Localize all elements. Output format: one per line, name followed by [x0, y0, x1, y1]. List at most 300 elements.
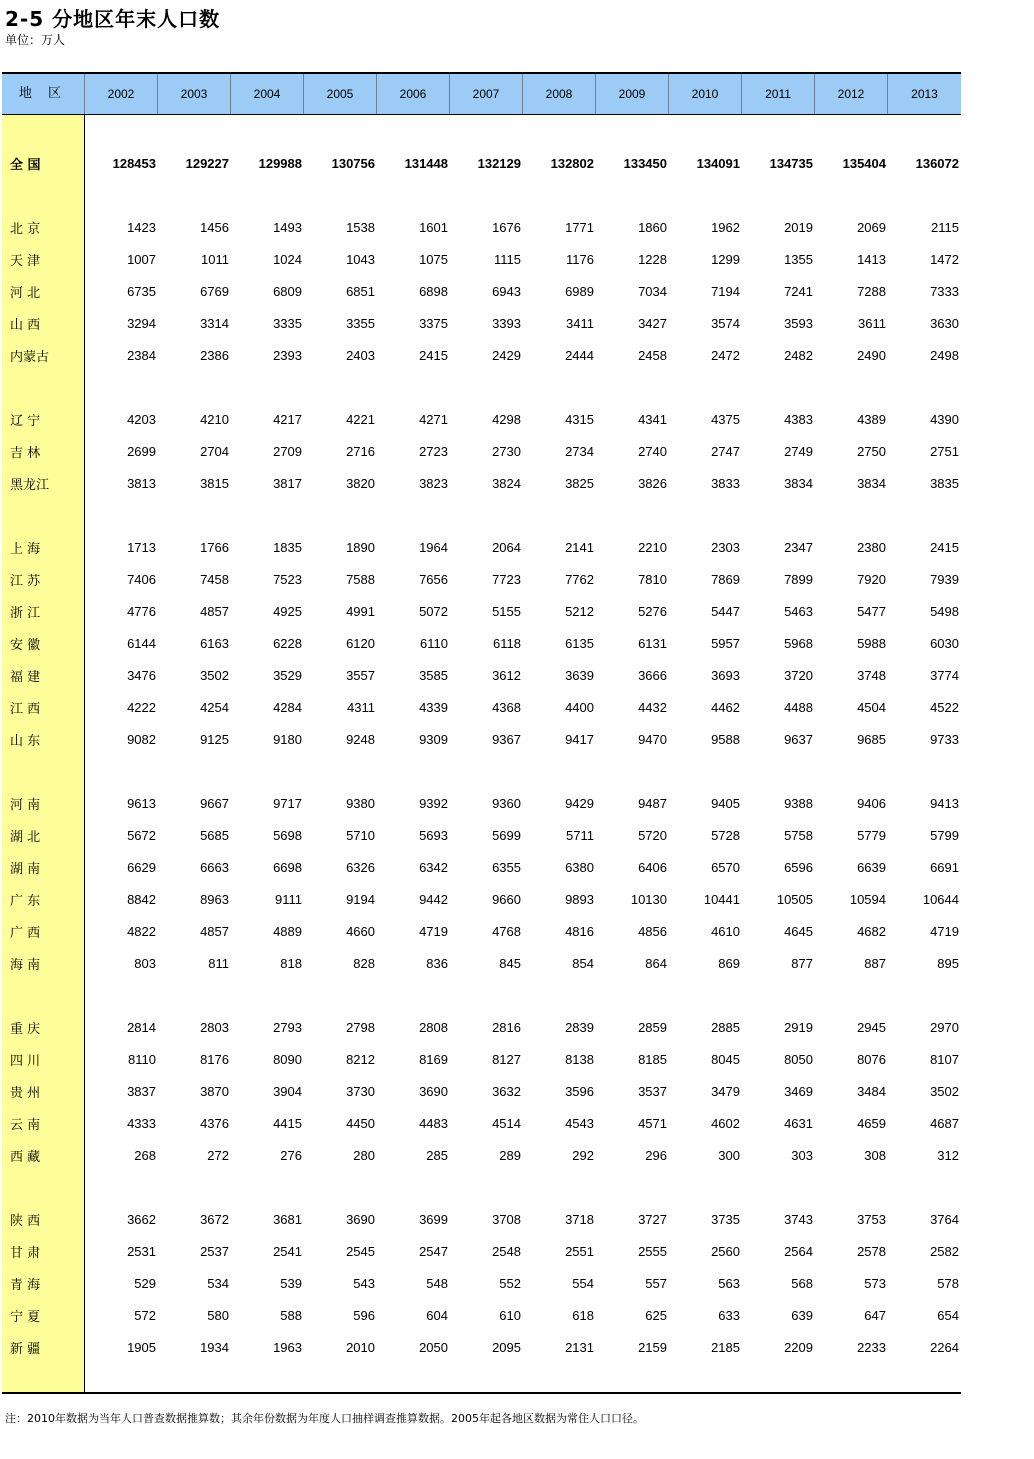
population-cell: 132129: [477, 155, 521, 171]
population-cell: 6989: [565, 283, 594, 299]
population-cell: 2458: [638, 347, 667, 363]
population-cell: 2159: [638, 1339, 667, 1355]
population-cell: 4284: [273, 699, 302, 715]
population-cell: 1456: [200, 219, 229, 235]
population-cell: 1835: [273, 539, 302, 555]
population-cell: 625: [645, 1307, 667, 1323]
population-cell: 9613: [127, 795, 156, 811]
population-cell: 10130: [630, 891, 667, 907]
population-cell: 4271: [419, 411, 448, 427]
population-cell: 869: [718, 955, 740, 971]
population-cell: 9733: [930, 731, 959, 747]
population-cell: 285: [426, 1147, 448, 1163]
population-cell: 3479: [711, 1083, 740, 1099]
population-cell: 9417: [565, 731, 594, 747]
table-row: [2, 249, 961, 269]
population-cell: 2010: [346, 1339, 375, 1355]
population-cell: 4571: [638, 1115, 667, 1131]
population-cell: 9413: [930, 795, 959, 811]
population-cell: 2751: [930, 443, 959, 459]
population-cell: 2403: [346, 347, 375, 363]
population-cell: 1075: [419, 251, 448, 267]
population-cell: 3764: [930, 1211, 959, 1227]
population-cell: 3837: [127, 1083, 156, 1099]
header-year: 2006: [377, 74, 450, 114]
population-cell: 4389: [857, 411, 886, 427]
region-name: 河 南: [10, 797, 41, 813]
population-cell: 2699: [127, 443, 156, 459]
population-cell: 1963: [273, 1339, 302, 1355]
population-cell: 4462: [711, 699, 740, 715]
population-cell: 633: [718, 1307, 740, 1323]
population-cell: 4856: [638, 923, 667, 939]
population-cell: 8842: [127, 891, 156, 907]
population-cell: 2578: [857, 1243, 886, 1259]
population-cell: 2415: [930, 539, 959, 555]
region-name: 贵 州: [10, 1085, 41, 1101]
population-cell: 4522: [930, 699, 959, 715]
page-title: 2-5 分地区年末人口数: [5, 7, 221, 31]
population-cell: 2793: [273, 1019, 302, 1035]
population-cell: 276: [280, 1147, 302, 1163]
population-cell: 4682: [857, 923, 886, 939]
population-cell: 3690: [419, 1083, 448, 1099]
population-cell: 6118: [493, 635, 521, 651]
population-cell: 2548: [492, 1243, 521, 1259]
table-bottom-rule: [2, 1392, 961, 1394]
header-year: 2003: [158, 74, 231, 114]
population-cell: 6851: [346, 283, 375, 299]
population-cell: 7588: [346, 571, 375, 587]
population-cell: 2050: [419, 1339, 448, 1355]
population-cell: 4543: [565, 1115, 594, 1131]
table-row: [2, 953, 961, 973]
population-cell: 3815: [200, 475, 229, 491]
population-cell: 4719: [419, 923, 448, 939]
population-cell: 3720: [784, 667, 813, 683]
population-cell: 1964: [419, 539, 448, 555]
population-cell: 5155: [492, 603, 521, 619]
region-name: 北 京: [10, 221, 41, 237]
population-cell: 6663: [200, 859, 229, 875]
population-cell: 8045: [711, 1051, 740, 1067]
population-cell: 8185: [638, 1051, 667, 1067]
population-cell: 5728: [711, 827, 740, 843]
population-cell: 5463: [784, 603, 813, 619]
region-name: 甘 肃: [10, 1245, 41, 1261]
population-cell: 9180: [273, 731, 302, 747]
population-cell: 8169: [419, 1051, 448, 1067]
population-cell: 1228: [638, 251, 667, 267]
region-name: 河 北: [10, 285, 41, 301]
population-cell: 4687: [930, 1115, 959, 1131]
population-cell: 9717: [273, 795, 302, 811]
population-cell: 4925: [273, 603, 302, 619]
population-cell: 2709: [273, 443, 302, 459]
population-cell: 647: [864, 1307, 886, 1323]
population-cell: 596: [353, 1307, 375, 1323]
population-cell: 4339: [419, 699, 448, 715]
population-cell: 9406: [857, 795, 886, 811]
population-cell: 7899: [784, 571, 813, 587]
population-cell: 578: [937, 1275, 959, 1291]
population-cell: 133450: [623, 155, 667, 171]
population-cell: 3835: [930, 475, 959, 491]
population-cell: 8110: [128, 1051, 156, 1067]
table-row: [2, 569, 961, 589]
population-cell: 3593: [784, 315, 813, 331]
population-cell: 7458: [200, 571, 229, 587]
population-cell: 4660: [346, 923, 375, 939]
population-cell: 2490: [857, 347, 886, 363]
region-name: 上 海: [10, 541, 41, 557]
population-cell: 3314: [200, 315, 229, 331]
population-cell: 2115: [931, 219, 959, 235]
population-cell: 3824: [492, 475, 521, 491]
population-cell: 5672: [127, 827, 156, 843]
population-cell: 6698: [273, 859, 302, 875]
population-cell: 10505: [776, 891, 813, 907]
population-cell: 563: [718, 1275, 740, 1291]
population-cell: 4450: [346, 1115, 375, 1131]
region-column-background: [2, 115, 85, 1393]
population-cell: 9367: [492, 731, 521, 747]
population-cell: 2019: [784, 219, 813, 235]
population-cell: 557: [645, 1275, 667, 1291]
region-name: 湖 南: [10, 861, 41, 877]
header-region: 地 区: [2, 74, 85, 114]
population-cell: 9380: [346, 795, 375, 811]
table-row: [2, 441, 961, 461]
table-row: [2, 217, 961, 237]
population-cell: 2472: [711, 347, 740, 363]
population-cell: 4602: [711, 1115, 740, 1131]
population-cell: 9637: [784, 731, 813, 747]
population-cell: 2393: [273, 347, 302, 363]
population-cell: 3484: [857, 1083, 886, 1099]
population-cell: 9685: [857, 731, 886, 747]
population-cell: 3335: [273, 315, 302, 331]
population-cell: 3813: [127, 475, 156, 491]
population-cell: 130756: [331, 155, 375, 171]
population-cell: 5957: [711, 635, 740, 651]
table-row: [2, 1337, 961, 1357]
population-cell: 2347: [784, 539, 813, 555]
table-row: [2, 409, 961, 429]
population-cell: 6898: [419, 283, 448, 299]
population-cell: 4432: [638, 699, 667, 715]
population-cell: 8090: [273, 1051, 302, 1067]
population-cell: 1423: [127, 219, 156, 235]
population-cell: 6342: [419, 859, 448, 875]
population-cell: 6326: [346, 859, 375, 875]
population-cell: 2704: [200, 443, 229, 459]
population-cell: 7723: [492, 571, 521, 587]
population-cell: 3826: [638, 475, 667, 491]
population-cell: 2582: [930, 1243, 959, 1259]
population-cell: 9388: [784, 795, 813, 811]
region-name: 吉 林: [10, 445, 41, 461]
population-cell: 3690: [346, 1211, 375, 1227]
population-cell: 8963: [200, 891, 229, 907]
population-cell: 1011: [201, 251, 229, 267]
population-cell: 572: [134, 1307, 156, 1323]
header-year: 2002: [85, 74, 158, 114]
region-name: 湖 北: [10, 829, 41, 845]
population-cell: 292: [572, 1147, 594, 1163]
population-cell: 8127: [492, 1051, 521, 1067]
population-cell: 9405: [711, 795, 740, 811]
population-cell: 2141: [565, 539, 594, 555]
table-row: [2, 1241, 961, 1261]
population-cell: 1024: [273, 251, 302, 267]
table-row: [2, 601, 961, 621]
population-cell: 887: [864, 955, 886, 971]
population-cell: 2716: [346, 443, 375, 459]
population-cell: 2740: [638, 443, 667, 459]
region-name: 安 徽: [10, 637, 41, 653]
population-cell: 3825: [565, 475, 594, 491]
population-cell: 2803: [200, 1019, 229, 1035]
population-cell: 6639: [857, 859, 886, 875]
unit-label: 单位：万人: [5, 33, 66, 47]
population-cell: 3834: [784, 475, 813, 491]
population-cell: 5498: [930, 603, 959, 619]
region-name: 广 西: [10, 925, 41, 941]
population-cell: 3870: [200, 1083, 229, 1099]
population-cell: 6120: [346, 635, 375, 651]
region-name: 新 疆: [10, 1341, 41, 1357]
population-cell: 539: [280, 1275, 302, 1291]
population-cell: 8107: [930, 1051, 959, 1067]
population-cell: 4514: [492, 1115, 521, 1131]
population-cell: 2444: [565, 347, 594, 363]
population-cell: 4368: [492, 699, 521, 715]
population-cell: 7810: [638, 571, 667, 587]
population-cell: 9660: [492, 891, 521, 907]
region-name: 山 西: [10, 317, 41, 333]
population-cell: 132802: [550, 155, 594, 171]
population-cell: 7869: [711, 571, 740, 587]
population-cell: 2885: [711, 1019, 740, 1035]
population-cell: 3611: [858, 315, 886, 331]
population-cell: 4659: [857, 1115, 886, 1131]
population-cell: 10644: [922, 891, 959, 907]
table-row: [2, 889, 961, 909]
population-cell: 5699: [492, 827, 521, 843]
population-cell: 3708: [492, 1211, 521, 1227]
population-cell: 1413: [857, 251, 886, 267]
population-cell: 6228: [273, 635, 302, 651]
population-cell: 2859: [638, 1019, 667, 1035]
population-cell: 4298: [492, 411, 521, 427]
table-row: [2, 345, 961, 365]
population-cell: 4889: [273, 923, 302, 939]
population-cell: 4383: [784, 411, 813, 427]
population-cell: 3427: [638, 315, 667, 331]
population-cell: 134091: [696, 155, 740, 171]
population-cell: 308: [864, 1147, 886, 1163]
population-cell: 4991: [346, 603, 375, 619]
region-name: 青 海: [10, 1277, 41, 1293]
population-cell: 9487: [638, 795, 667, 811]
population-cell: 1934: [200, 1339, 229, 1355]
population-cell: 4217: [273, 411, 302, 427]
population-cell: 10441: [703, 891, 740, 907]
population-cell: 3639: [565, 667, 594, 683]
population-cell: 3672: [200, 1211, 229, 1227]
population-cell: 5477: [857, 603, 886, 619]
header-year: 2009: [596, 74, 669, 114]
table-row: [2, 633, 961, 653]
population-cell: 2730: [492, 443, 521, 459]
population-cell: 3411: [566, 315, 594, 331]
population-cell: 1299: [711, 251, 740, 267]
population-cell: 2839: [565, 1019, 594, 1035]
table-row: [2, 1113, 961, 1133]
header-year: 2005: [304, 74, 377, 114]
population-cell: 9111: [275, 891, 302, 907]
population-cell: 9442: [419, 891, 448, 907]
population-cell: 9360: [492, 795, 521, 811]
population-cell: 4203: [127, 411, 156, 427]
population-cell: 1115: [494, 251, 521, 267]
population-cell: 6570: [711, 859, 740, 875]
table-row: [2, 281, 961, 301]
population-cell: 6406: [638, 859, 667, 875]
population-cell: 5693: [419, 827, 448, 843]
table-row: [2, 1145, 961, 1165]
population-cell: 5720: [638, 827, 667, 843]
population-cell: 131448: [404, 155, 448, 171]
population-cell: 3693: [711, 667, 740, 683]
population-cell: 1007: [127, 251, 156, 267]
table-row: [2, 1017, 961, 1037]
population-cell: 3743: [784, 1211, 813, 1227]
population-cell: 3748: [857, 667, 886, 683]
population-cell: 554: [572, 1275, 594, 1291]
population-cell: 3735: [711, 1211, 740, 1227]
population-cell: 7241: [784, 283, 813, 299]
population-cell: 3476: [127, 667, 156, 683]
population-cell: 3730: [346, 1083, 375, 1099]
population-cell: 8212: [346, 1051, 375, 1067]
population-cell: 3294: [127, 315, 156, 331]
population-cell: 268: [134, 1147, 156, 1163]
population-cell: 6131: [638, 635, 667, 651]
population-cell: 9893: [565, 891, 594, 907]
population-cell: 3699: [419, 1211, 448, 1227]
population-cell: 10594: [849, 891, 886, 907]
population-cell: 134735: [769, 155, 813, 171]
population-cell: 529: [134, 1275, 156, 1291]
population-cell: 9194: [346, 891, 375, 907]
population-cell: 2386: [200, 347, 229, 363]
population-cell: 4504: [857, 699, 886, 715]
population-cell: 3574: [711, 315, 740, 331]
table-row: [2, 1081, 961, 1101]
population-cell: 1538: [346, 219, 375, 235]
region-name: 辽 宁: [10, 413, 41, 429]
population-cell: 272: [207, 1147, 229, 1163]
population-cell: 6144: [127, 635, 156, 651]
population-cell: 3823: [419, 475, 448, 491]
population-cell: 2531: [127, 1243, 156, 1259]
population-cell: 1905: [127, 1339, 156, 1355]
population-cell: 3529: [273, 667, 302, 683]
population-cell: 4768: [492, 923, 521, 939]
population-cell: 4390: [930, 411, 959, 427]
population-cell: 2547: [419, 1243, 448, 1259]
population-cell: 2541: [273, 1243, 302, 1259]
region-name: 宁 夏: [10, 1309, 41, 1325]
population-cell: 604: [426, 1307, 448, 1323]
population-cell: 4341: [638, 411, 667, 427]
population-cell: 1176: [566, 251, 594, 267]
population-cell: 3469: [784, 1083, 813, 1099]
population-cell: 5276: [638, 603, 667, 619]
population-cell: 1962: [711, 219, 740, 235]
population-cell: 9125: [200, 731, 229, 747]
population-cell: 9082: [127, 731, 156, 747]
population-cell: 2498: [930, 347, 959, 363]
region-name: 重 庆: [10, 1021, 41, 1037]
population-cell: 280: [353, 1147, 375, 1163]
population-cell: 2264: [930, 1339, 959, 1355]
population-cell: 573: [864, 1275, 886, 1291]
population-cell: 128453: [112, 155, 156, 171]
population-cell: 4645: [784, 923, 813, 939]
table-row-total: [2, 153, 961, 173]
population-cell: 3502: [200, 667, 229, 683]
population-cell: 4631: [784, 1115, 813, 1131]
population-cell: 543: [353, 1275, 375, 1291]
population-cell: 9309: [419, 731, 448, 747]
population-cell: 2429: [492, 347, 521, 363]
table-row: [2, 1209, 961, 1229]
population-cell: 2303: [711, 539, 740, 555]
population-cell: 5710: [346, 827, 375, 843]
population-cell: 3820: [346, 475, 375, 491]
population-cell: 9588: [711, 731, 740, 747]
population-cell: 4254: [200, 699, 229, 715]
population-cell: 7656: [419, 571, 448, 587]
population-cell: 136072: [915, 155, 959, 171]
population-cell: 2970: [930, 1019, 959, 1035]
population-cell: 2747: [711, 443, 740, 459]
population-cell: 7523: [273, 571, 302, 587]
population-cell: 4315: [565, 411, 594, 427]
region-name: 广 东: [10, 893, 41, 909]
population-cell: 4221: [346, 411, 375, 427]
population-cell: 1860: [638, 219, 667, 235]
population-cell: 3585: [419, 667, 448, 683]
population-cell: 6691: [930, 859, 959, 875]
population-cell: 3355: [346, 315, 375, 331]
population-cell: 588: [280, 1307, 302, 1323]
population-cell: 5779: [857, 827, 886, 843]
population-cell: 9470: [638, 731, 667, 747]
population-cell: 803: [134, 955, 156, 971]
population-cell: 818: [280, 955, 302, 971]
population-cell: 7288: [857, 283, 886, 299]
table-row: [2, 1049, 961, 1069]
population-cell: 877: [791, 955, 813, 971]
region-name: 江 西: [10, 701, 41, 717]
population-cell: 9667: [200, 795, 229, 811]
population-cell: 2560: [711, 1243, 740, 1259]
population-cell: 4415: [273, 1115, 302, 1131]
